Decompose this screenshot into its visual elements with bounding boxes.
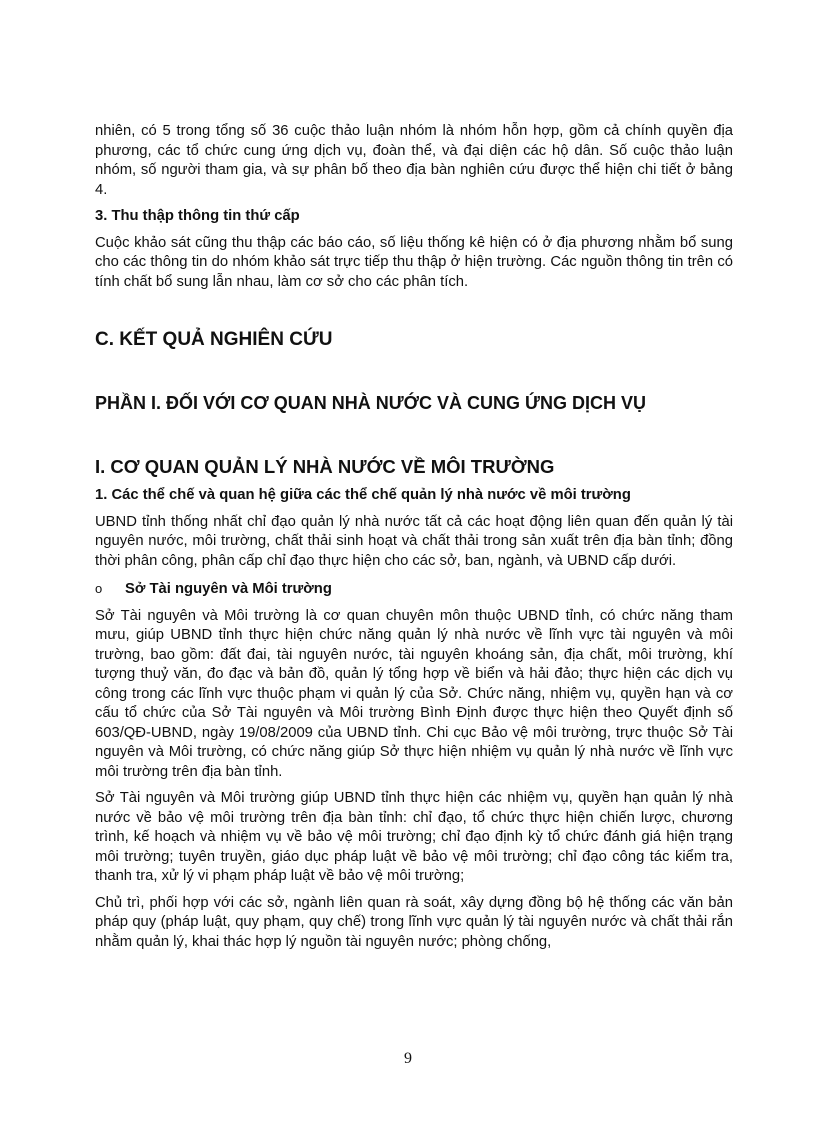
section-c-heading: C. KẾT QUẢ NGHIÊN CỨU xyxy=(95,329,333,350)
hollow-bullet-icon: o xyxy=(95,581,103,596)
part-one-heading: PHẦN I. ĐỐI VỚI CƠ QUAN NHÀ NƯỚC VÀ CUNG ỨNG DỊCH VỤ xyxy=(95,393,646,413)
department-paragraph-3: Chủ trì, phối hợp với các sở, ngành liên quan rà soát, xây dựng đồng bộ hệ thống các văn bản pháp quy (pháp luật, quy phạm, quy chế) trong lĩnh vực quản lý tài nguyên nước và chất thải rắn nhằm quản lý, khai thác hợp lý nguồn tài nguyên nước; phòng chống, xyxy=(95,894,733,950)
secondary-info-heading: 3. Thu thập thông tin thứ cấp xyxy=(95,208,300,224)
page-number: 9 xyxy=(404,1050,412,1067)
section-one-heading: I. CƠ QUAN QUẢN LÝ NHÀ NƯỚC VỀ MÔI TRƯỜNG xyxy=(95,456,555,477)
subsection-one-heading: 1. Các thể chế và quan hệ giữa các thể chế quản lý nhà nước về môi trường xyxy=(95,487,631,503)
page-content xyxy=(95,122,733,952)
bullet-heading: Sở Tài nguyên và Môi trường xyxy=(125,581,332,597)
ubnd-paragraph: UBND tỉnh thống nhất chỉ đạo quản lý nhà nước tất cả các hoạt động liên quan đến quản lý tài nguyên nước, môi trường, chất thải sinh hoạt và chất thải trong sản xuất trên địa bàn tỉnh; đồng thời phân công, phân cấp chỉ đạo thực hiện cho các sở, ban, ngành, và UBND cấp dưới. xyxy=(95,513,733,569)
secondary-info-paragraph: Cuộc khảo sát cũng thu thập các báo cáo, số liệu thống kê hiện có ở địa phương nhằm bổ sung cho các thông tin do nhóm khảo sát trực tiếp thu thập ở hiện trường. Các nguồn thông tin trên có tính chất bổ sung lẫn nhau, làm cơ sở cho các phân tích. xyxy=(95,234,733,290)
department-paragraph-1: Sở Tài nguyên và Môi trường là cơ quan chuyên môn thuộc UBND tỉnh, có chức năng tham mưu, giúp UBND tỉnh thực hiện chức năng quản lý nhà nước về lĩnh vực tài nguyên và môi trường, bao gồm: đất đai, tài nguyên nước, tài nguyên khoáng sản, địa chất, môi trường, khí tượng thuỷ văn, đo đạc và bản đồ, quản lý tổng hợp về biển và hải đảo; thực hiện các dịch vụ công trong các lĩnh vực thuộc phạm vi quản lý của Sở. Chức năng, nhiệm vụ, quyền hạn và cơ cấu tổ chức của Sở Tài nguyên và Môi trường Bình Định được thực hiện theo Quyết định số 603/QĐ-UBND, ngày 19/08/2009 của UBND tỉnh. Chi cục Bảo vệ môi trường, trực thuộc Sở Tài nguyên và Môi trường, có chức năng giúp Sở thực hiện nhiệm vụ quản lý nhà nước về lĩnh vực môi trường trên địa bàn tỉnh. xyxy=(95,607,733,780)
department-paragraph-2: Sở Tài nguyên và Môi trường giúp UBND tỉnh thực hiện các nhiệm vụ, quyền hạn quản lý nhà nước về bảo vệ môi trường trên địa bàn tỉnh: chỉ đạo, tổ chức thực hiện chiến lược, chương trình, kế hoạch và nhiệm vụ về bảo vệ môi trường; chỉ đạo định kỳ tổ chức đánh giá hiện trạng môi trường; tuyên truyền, giáo dục pháp luật về bảo vệ môi trường; chỉ đạo công tác kiểm tra, thanh tra, xử lý vi phạm pháp luật về bảo vệ môi trường; xyxy=(95,790,733,884)
bullet-item-department xyxy=(95,579,733,600)
intro-paragraph: nhiên, có 5 trong tổng số 36 cuộc thảo luận nhóm là nhóm hỗn hợp, gồm cả chính quyền địa phương, các tổ chức cung ứng dịch vụ, đoàn thể, và đại diện các hộ dân. Số cuộc thảo luận nhóm, số người tham gia, và sự phân bố theo địa bàn nghiên cứu được thể hiện chi tiết ở bảng 4. xyxy=(95,123,733,198)
